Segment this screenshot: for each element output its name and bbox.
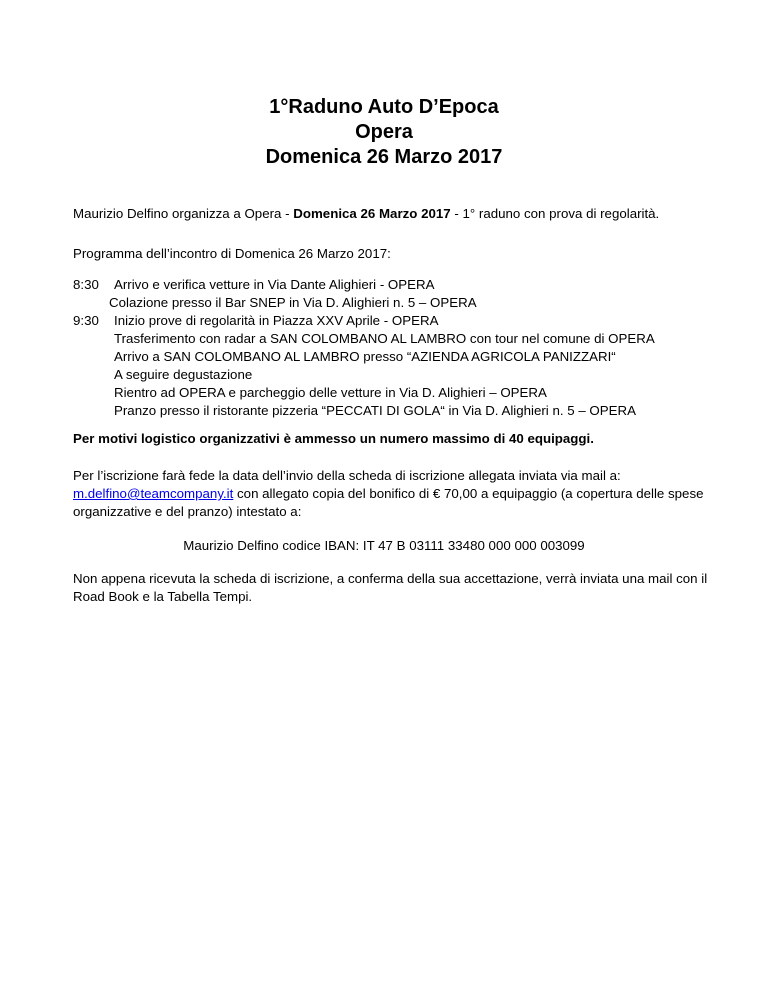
schedule-text: Trasferimento con radar a SAN COLOMBANO AL LAMBRO con tour nel comune di OPERA [114, 331, 655, 346]
intro-date-bold: Domenica 26 Marzo 2017 [293, 206, 451, 221]
document-title [0, 95, 768, 170]
schedule-row [73, 330, 733, 348]
schedule-row [73, 312, 733, 330]
schedule-text: Colazione presso il Bar SNEP in Via D. Alighieri n. 5 – OPERA [109, 295, 477, 310]
schedule-row [73, 402, 733, 420]
title-line-date: Domenica 26 Marzo 2017 [265, 146, 503, 168]
capacity-notice: Per motivi logistico organizzativi è ammesso un numero massimo di 40 equipaggi. [73, 431, 594, 446]
schedule-text: Pranzo presso il ristorante pizzeria “PECCATI DI GOLA“ in Via D. Alighieri n. 5 – OPERA [114, 403, 636, 418]
email-link[interactable]: m.delfino@teamcompany.it [73, 486, 234, 501]
intro-text-after: - 1° raduno con prova di regolarità. [450, 206, 660, 221]
registration-paragraph [73, 467, 713, 521]
registration-text-before: Per l’iscrizione farà fede la data dell’invio della scheda di iscrizione allegata inviata via mail a: [73, 468, 621, 483]
iban-line: Maurizio Delfino codice IBAN: IT 47 B 03111 33480 000 000 003099 [183, 538, 585, 553]
schedule-time: 8:30 [73, 277, 99, 292]
schedule-text: Inizio prove di regolarità in Piazza XXV Aprile - OPERA [114, 313, 439, 328]
schedule-text: Arrivo e verifica vetture in Via Dante Alighieri - OPERA [114, 277, 435, 292]
schedule-row [73, 276, 733, 294]
schedule-row [73, 294, 733, 312]
program-heading: Programma dell’incontro di Domenica 26 Marzo 2017: [73, 246, 391, 261]
schedule-text: A seguire degustazione [114, 367, 253, 382]
intro-paragraph [73, 205, 713, 223]
title-line-location: Opera [355, 121, 413, 143]
schedule-text: Rientro ad OPERA e parcheggio delle vetture in Via D. Alighieri – OPERA [114, 385, 547, 400]
registration-text-after: con allegato copia del bonifico di € 70,00 a equipaggio (a copertura delle spese organizzative e del pranzo) intestato a: [73, 486, 704, 519]
schedule-row [73, 366, 733, 384]
intro-text-before: Maurizio Delfino organizza a Opera - [73, 206, 294, 221]
schedule-time: 9:30 [73, 313, 99, 328]
schedule-row [73, 384, 733, 402]
schedule-list [73, 276, 733, 420]
confirmation-paragraph: Non appena ricevuta la scheda di iscrizione, a conferma della sua accettazione, verrà inviata una mail con il Road Book e la Tabella Tempi. [73, 571, 708, 604]
schedule-text: Arrivo a SAN COLOMBANO AL LAMBRO presso “AZIENDA AGRICOLA PANIZZARI“ [114, 349, 616, 364]
title-line-event: 1°Raduno Auto D’Epoca [269, 96, 499, 118]
schedule-row [73, 348, 733, 366]
